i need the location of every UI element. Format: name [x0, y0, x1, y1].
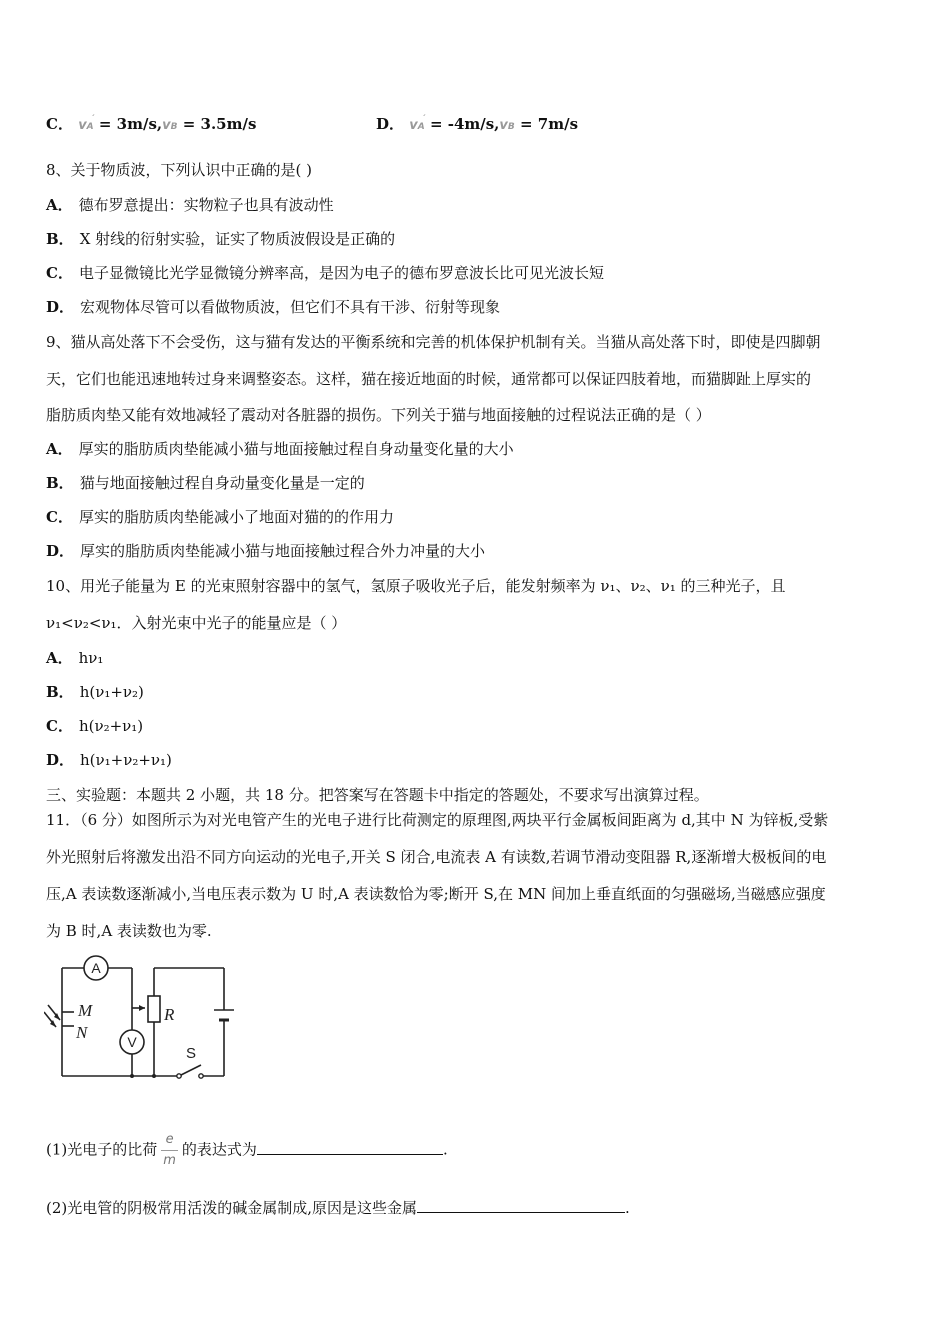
- q9-option-c: C． 厚实的脂肪质肉垫能减小了地面对猫的的作用力: [46, 508, 394, 526]
- vb-symbol: vB: [162, 118, 178, 133]
- q9-option-b: B． 猫与地面接触过程自身动量变化量是一定的: [46, 474, 365, 492]
- q11-stem-line: 压,A 表读数逐渐减小,当电压表示数为 U 时,A 表读数恰为零;断开 S,在 MN 间加上垂直纸面的匀强磁场,当磁感应强度: [46, 885, 826, 903]
- q9-stem-line: 9、猫从高处落下不会受伤，这与猫有发达的平衡系统和完善的机体保护机制有关。当猫从高处落下时，即使是四脚朝: [46, 333, 821, 351]
- q9-option-a: A． 厚实的脂肪质肉垫能减小猫与地面接触过程自身动量变化量的大小: [46, 440, 514, 458]
- va-value: = 3m/s,: [98, 115, 163, 133]
- voltmeter-label: V: [127, 1034, 137, 1050]
- q7-option-d: [376, 114, 578, 137]
- ammeter-label: A: [91, 960, 101, 976]
- answer-blank-1[interactable]: [257, 1140, 443, 1155]
- vb-symbol: vB: [499, 118, 515, 133]
- vb-value: = 3.5m/s: [182, 115, 257, 133]
- q10-option-a: A． hν₁: [46, 649, 104, 667]
- q10-option-b: B． h(ν₁+ν₂): [46, 683, 144, 701]
- q9-option-d: D． 厚实的脂肪质肉垫能减小猫与地面接触过程合外力冲量的大小: [46, 542, 486, 560]
- vb-value: = 7m/s: [520, 115, 579, 133]
- answer-blank-2[interactable]: [417, 1198, 625, 1213]
- option-letter: C．: [46, 115, 73, 133]
- va-value: = -4m/s,: [429, 115, 500, 133]
- q9-stem-line: 脂肪质肉垫又能有效地减轻了震动对各脏器的损伤。下列关于猫与地面接触的过程说法正确的是（ ）: [46, 406, 711, 424]
- section-heading: 三、实验题：本题共 2 小题，共 18 分。把答案写在答题卡中指定的答题处，不要求写出演算过程。: [46, 786, 709, 804]
- q8-stem: 8、关于物质波，下列认识中正确的是( ): [46, 161, 313, 179]
- q10-stem-line: 10、用光子能量为 E 的光束照射容器中的氢气，氢原子吸收光子后，能发射频率为 ν₁、ν₂、ν₁ 的三种光子，且: [46, 577, 786, 595]
- q11-sub1: (1)光电子的比荷 $\frac{e}{m}$ 的表达式为 .: [46, 1130, 448, 1171]
- q11-sub2: (2)光电管的阴极常用活泼的碱金属制成,原因是这些金属 .: [46, 1199, 630, 1217]
- charge-mass-fraction: $\frac{e}{m}$: [163, 1132, 176, 1168]
- q10-option-c: C． h(ν₂+ν₁): [46, 717, 144, 735]
- q11-stem-line: 11．（6 分）如图所示为对光电管产生的光电子进行比荷测定的原理图,两块平行金属板间距离为 d,其中 N 为锌板,受紫: [46, 811, 829, 829]
- circuit-diagram: [44, 950, 244, 1085]
- q11-stem-line: 为 B 时,A 表读数也为零.: [46, 922, 212, 940]
- q11-stem-line: 外光照射后将激发出沿不同方向运动的光电子,开关 S 闭合,电流表 A 有读数,若调节滑动变阻器 R,逐渐增大极板间的电: [46, 848, 827, 866]
- q7-option-c: [46, 114, 256, 137]
- q8-option-c: C． 电子显微镜比光学显微镜分辨率高，是因为电子的德布罗意波长比可见光波长短: [46, 264, 604, 282]
- option-letter: D．: [376, 115, 405, 133]
- q8-option-a: A． 德布罗意提出：实物粒子也具有波动性: [46, 196, 334, 214]
- q8-option-d: D． 宏观物体尽管可以看做物质波，但它们不具有干涉、衍射等现象: [46, 298, 501, 316]
- q10-option-d: D． h(ν₁+ν₂+ν₁): [46, 751, 172, 769]
- q8-option-b: B． X 射线的衍射实验，证实了物质波假设是正确的: [46, 230, 396, 248]
- resistor-label: R: [164, 1005, 175, 1024]
- plate-m-label: M: [78, 1001, 93, 1020]
- va-symbol: vA ′: [78, 114, 95, 133]
- switch-label: S: [186, 1045, 197, 1062]
- q9-stem-line: 天，它们也能迅速地转过身来调整姿态。这样，猫在接近地面的时候，通常都可以保证四肢着地，而猫脚趾上厚实的: [46, 370, 812, 388]
- va-symbol: vA ′: [409, 114, 426, 133]
- plate-n-label: N: [76, 1023, 88, 1042]
- q10-stem-line: ν₁<ν₂<ν₁．入射光束中光子的能量应是（ ）: [46, 614, 347, 632]
